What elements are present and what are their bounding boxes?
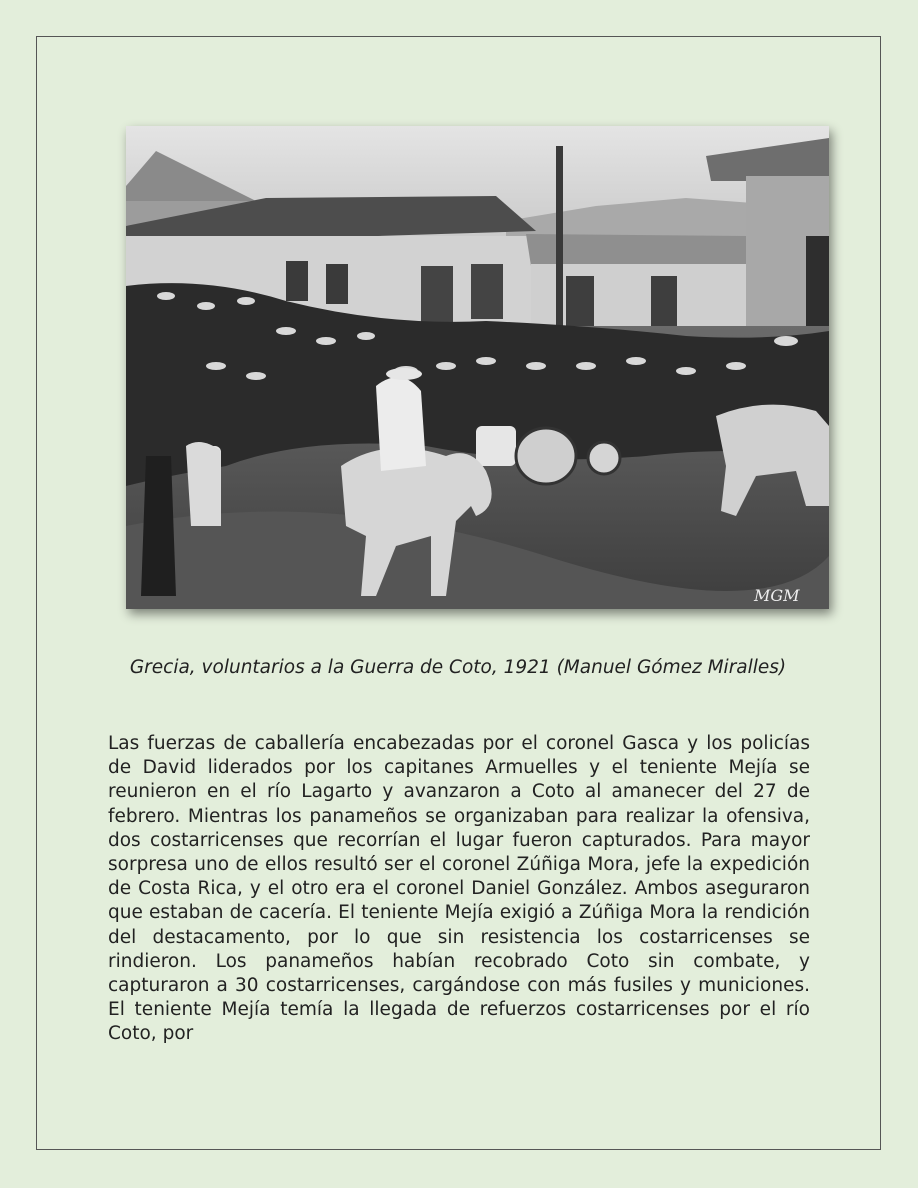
body-paragraph: Las fuerzas de caballería encabezadas por el coronel Gasca y los policías de David liderados por los capitanes Armuelles y el teniente Mejía se reunieron en el río Lagarto y avanzaron a Coto al amanecer del 27 de febrero. Mientras los panameños se organizaban para realizar la ofensiva, dos costarricenses que recorrían el lugar fueron capturados. Para mayor sorpresa uno de ellos resultó ser el coronel Zúñiga Mora, jefe la expedición de Costa Rica, y el otro era el coronel Daniel González. Ambos aseguraron que estaban de cacería. El teniente Mejía exigió a Zúñiga Mora la rendición del destacamento, por lo que sin resistencia los costarricenses se rindieron. Los panameños habían recobrado Coto sin combate, y capturaron a 30 costarricenses, cargándose con más fusiles y municiones. El teniente Mejía temía la llegada de refuerzos costarricenses por el río Coto, por: [108, 733, 810, 1045]
photo-signature: MGM: [754, 586, 800, 605]
historical-photo: [126, 126, 829, 609]
photo-illustration: [126, 126, 829, 609]
figure-caption: Grecia, voluntarios a la Guerra de Coto, 1921 (Manuel Gómez Miralles): [129, 657, 787, 678]
